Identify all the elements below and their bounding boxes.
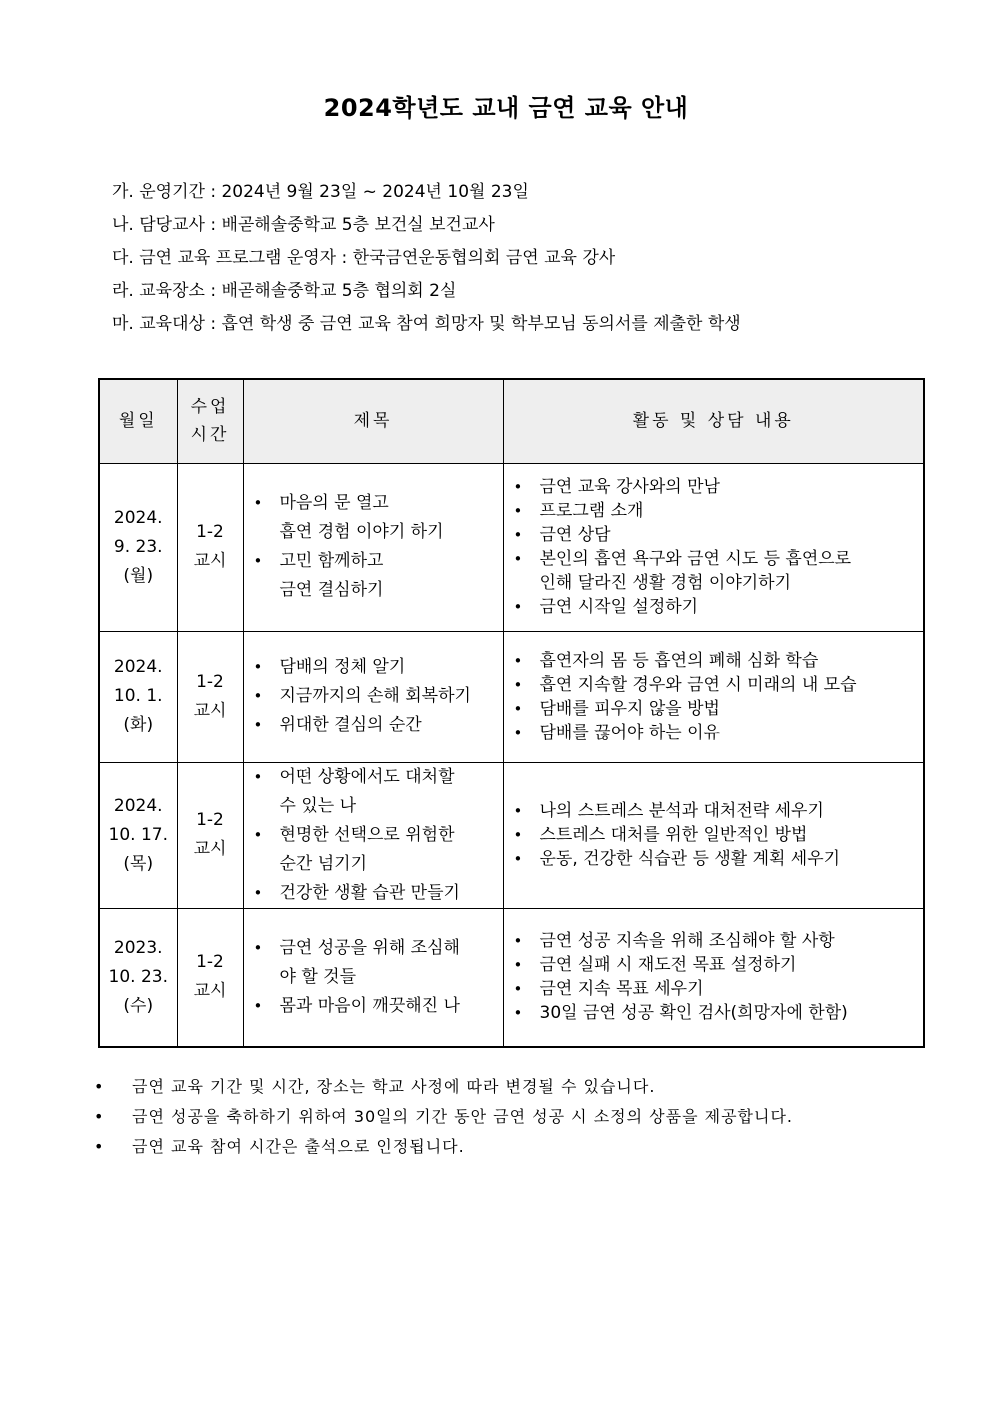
header-content: 활동 및 상담 내용 bbox=[503, 379, 924, 463]
content-item: • 담배를 피우지 않을 방법 bbox=[540, 697, 918, 721]
schedule-table bbox=[98, 378, 925, 1048]
period-unit: 교시 bbox=[193, 700, 227, 721]
table-row bbox=[99, 631, 924, 762]
session-date bbox=[99, 463, 177, 631]
date-weekday: (화) bbox=[123, 715, 154, 735]
content-item: • 프로그램 소개 bbox=[540, 499, 918, 523]
session-contents bbox=[503, 631, 924, 762]
session-titles bbox=[243, 762, 503, 908]
period-unit: 교시 bbox=[193, 981, 227, 1002]
session-period bbox=[177, 762, 243, 908]
period-unit: 교시 bbox=[193, 839, 227, 859]
title-item: • 현명한 선택으로 위험한 순간 넘기기 bbox=[280, 821, 497, 879]
session-date bbox=[99, 631, 177, 762]
date-year: 2024. bbox=[113, 795, 163, 816]
date-weekday: (수) bbox=[123, 995, 154, 1016]
date-day: 10. 23. bbox=[108, 966, 168, 987]
date-weekday: (월) bbox=[123, 565, 154, 586]
title-item: • 금연 성공을 위해 조심해 야 할 것들 bbox=[280, 934, 497, 992]
note-attendance: • 금연 교육 참여 시간은 출석으로 인정됩니다. bbox=[92, 1132, 793, 1162]
header-period-line1: 수업 bbox=[190, 397, 230, 418]
title-item: • 담배의 정체 알기 bbox=[280, 653, 497, 682]
table-row bbox=[99, 762, 924, 908]
table-header-row bbox=[99, 379, 924, 463]
date-year: 2024. bbox=[113, 657, 163, 677]
session-period bbox=[177, 631, 243, 762]
period-range: 1-2 bbox=[196, 810, 224, 830]
date-weekday: (목) bbox=[123, 853, 154, 874]
title-item: • 마음의 문 열고 흡연 경험 이야기 하기 bbox=[280, 489, 497, 547]
info-location: 라. 교육장소 : 배곧해솔중학교 5층 협의회 2실 bbox=[112, 281, 457, 301]
date-day: 9. 23. bbox=[113, 536, 163, 557]
note-schedule-change: • 금연 교육 기간 및 시간, 장소는 학교 사정에 따라 변경될 수 있습니다. bbox=[92, 1072, 793, 1102]
session-date bbox=[99, 908, 177, 1047]
content-item: • 금연 지속 목표 세우기 bbox=[540, 977, 918, 1001]
date-day: 10. 1. bbox=[113, 686, 163, 706]
title-item: • 어떤 상황에서도 대처할 수 있는 나 bbox=[280, 763, 497, 821]
session-titles bbox=[243, 908, 503, 1047]
content-item: • 30일 금연 성공 확인 검사(희망자에 한함) bbox=[540, 1001, 918, 1025]
title-item: • 지금까지의 손해 회복하기 bbox=[280, 682, 497, 711]
content-item: • 금연 시작일 설정하기 bbox=[540, 595, 918, 619]
session-date bbox=[99, 762, 177, 908]
title-item: • 고민 함께하고 금연 결심하기 bbox=[280, 547, 497, 605]
content-item: • 금연 성공 지속을 위해 조심해야 할 사항 bbox=[540, 929, 918, 953]
period-range: 1-2 bbox=[196, 952, 224, 973]
session-titles bbox=[243, 631, 503, 762]
header-period bbox=[177, 379, 243, 463]
content-item: • 운동, 건강한 식습관 등 생활 계획 세우기 bbox=[540, 847, 918, 871]
title-item: • 위대한 결심의 순간 bbox=[280, 711, 497, 740]
content-item: • 담배를 끊어야 하는 이유 bbox=[540, 721, 918, 745]
info-target: 마. 교육대상 : 흡연 학생 중 금연 교육 참여 희망자 및 학부모님 동의서를 제출한 학생 bbox=[112, 314, 741, 334]
info-period: 가. 운영기간 : 2024년 9월 23일 ~ 2024년 10월 23일 bbox=[112, 182, 529, 202]
notes-list bbox=[92, 1072, 793, 1162]
session-period bbox=[177, 908, 243, 1047]
content-item: • 스트레스 대처를 위한 일반적인 방법 bbox=[540, 823, 918, 847]
content-item: • 흡연자의 몸 등 흡연의 폐해 심화 학습 bbox=[540, 649, 918, 673]
header-period-line2: 시간 bbox=[190, 425, 230, 446]
session-titles bbox=[243, 463, 503, 631]
header-title: 제목 bbox=[243, 379, 503, 463]
date-year: 2023. bbox=[113, 937, 163, 958]
title-item: • 몸과 마음이 깨끗해진 나 bbox=[280, 992, 497, 1021]
note-prize: • 금연 성공을 축하하기 위하여 30일의 기간 동안 금연 성공 시 소정의 상품을 제공합니다. bbox=[92, 1102, 793, 1132]
title-item: • 건강한 생활 습관 만들기 bbox=[280, 879, 497, 908]
table-row bbox=[99, 908, 924, 1047]
info-list bbox=[112, 176, 741, 341]
page-title: 2024학년도 교내 금연 교육 안내 bbox=[323, 94, 689, 122]
content-item: • 금연 교육 강사와의 만남 bbox=[540, 475, 918, 499]
period-range: 1-2 bbox=[196, 671, 224, 692]
info-teacher: 나. 담당교사 : 배곧해솔중학교 5층 보건실 보건교사 bbox=[112, 215, 495, 235]
content-item: • 금연 상담 bbox=[540, 523, 918, 547]
info-operator: 다. 금연 교육 프로그램 운영자 : 한국금연운동협의회 금연 교육 강사 bbox=[112, 248, 616, 268]
content-item: • 나의 스트레스 분석과 대처전략 세우기 bbox=[540, 799, 918, 823]
content-item: • 금연 실패 시 재도전 목표 설정하기 bbox=[540, 953, 918, 977]
table-row bbox=[99, 463, 924, 631]
period-range: 1-2 bbox=[196, 522, 224, 542]
content-item: • 본인의 흡연 욕구와 금연 시도 등 흡연으로 인해 달라진 생활 경험 이야기하기 bbox=[540, 547, 918, 595]
date-year: 2024. bbox=[113, 507, 163, 528]
session-contents bbox=[503, 908, 924, 1047]
session-period bbox=[177, 463, 243, 631]
period-unit: 교시 bbox=[193, 551, 227, 571]
date-day: 10. 17. bbox=[108, 824, 168, 845]
session-contents bbox=[503, 762, 924, 908]
header-date: 월일 bbox=[99, 379, 177, 463]
session-contents bbox=[503, 463, 924, 631]
content-item: • 흡연 지속할 경우와 금연 시 미래의 내 모습 bbox=[540, 673, 918, 697]
